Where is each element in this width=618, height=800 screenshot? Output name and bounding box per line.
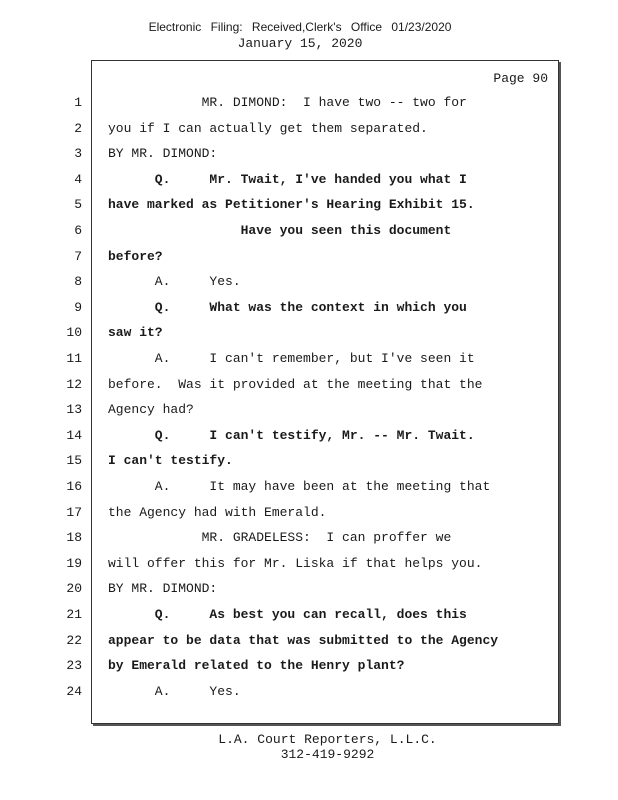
transcript-line: A. It may have been at the meeting that: [108, 479, 491, 494]
transcript-line: A. Yes.: [108, 274, 241, 290]
line-number: 8: [74, 274, 82, 290]
transcript-line: BY MR. DIMOND:: [108, 581, 218, 597]
transcript-line: before?: [108, 248, 163, 264]
transcript-line: you if I can actually get them separated.: [108, 120, 428, 136]
line-number: 24: [66, 683, 82, 699]
line-number: 6: [74, 223, 82, 238]
transcript-line: A. Yes.: [108, 683, 241, 699]
line-number: 17: [66, 504, 82, 520]
line-number: 21: [66, 607, 82, 622]
line-number: 4: [74, 171, 82, 187]
footer-company: L.A. Court Reporters, L.L.C.: [218, 732, 437, 747]
line-number: 9: [74, 299, 82, 315]
line-number: 2: [74, 120, 82, 136]
transcript-line: have marked as Petitioner's Hearing Exhibit 15.: [108, 197, 475, 213]
line-number: 16: [66, 479, 82, 494]
transcript-line: MR. DIMOND: I have two -- two for: [108, 95, 467, 110]
line-number: 23: [66, 658, 82, 674]
line-number: 14: [66, 427, 82, 443]
transcript-date: January 15, 2020: [237, 36, 363, 51]
transcript-line: by Emerald related to the Henry plant?: [108, 658, 405, 674]
transcript-line: Q. I can't testify, Mr. -- Mr. Twait.: [108, 427, 475, 443]
line-number: 15: [66, 453, 82, 469]
line-number: 11: [66, 351, 82, 366]
line-number: 1: [74, 95, 82, 110]
line-number: 10: [66, 325, 82, 341]
page-number: Page 90: [493, 71, 548, 86]
transcript-line: A. I can't remember, but I've seen it: [108, 351, 475, 366]
transcript-line: BY MR. DIMOND:: [108, 146, 218, 162]
line-number: 18: [66, 530, 82, 546]
transcript-line: will offer this for Mr. Liska if that helps you.: [108, 555, 483, 571]
line-number: 20: [66, 581, 82, 597]
filing-stamp: Electronic Filing: Received,Clerk's Office 01/23/2020: [148, 20, 452, 34]
line-number: 13: [66, 402, 82, 418]
line-number: 19: [66, 555, 82, 571]
line-number: 5: [74, 197, 82, 213]
transcript-line: Q. Mr. Twait, I've handed you what I: [108, 171, 467, 187]
transcript-line: Q. What was the context in which you: [108, 299, 467, 315]
transcript-line: Q. As best you can recall, does this: [108, 607, 467, 622]
line-number: 22: [66, 632, 82, 648]
transcript-line: I can't testify.: [108, 453, 233, 469]
transcript-line: Have you seen this document: [108, 223, 452, 238]
transcript-line: MR. GRADELESS: I can proffer we: [108, 530, 452, 546]
line-number: 7: [74, 248, 82, 264]
transcript-line: the Agency had with Emerald.: [108, 504, 327, 520]
transcript-line: appear to be data that was submitted to the Agency: [108, 632, 499, 648]
transcript-line: Agency had?: [108, 402, 194, 418]
transcript-line: before. Was it provided at the meeting that the: [108, 376, 483, 392]
footer-phone: 312-419-9292: [280, 747, 375, 762]
line-number: 3: [74, 146, 82, 162]
line-number: 12: [66, 376, 82, 392]
transcript-line: saw it?: [108, 325, 163, 341]
